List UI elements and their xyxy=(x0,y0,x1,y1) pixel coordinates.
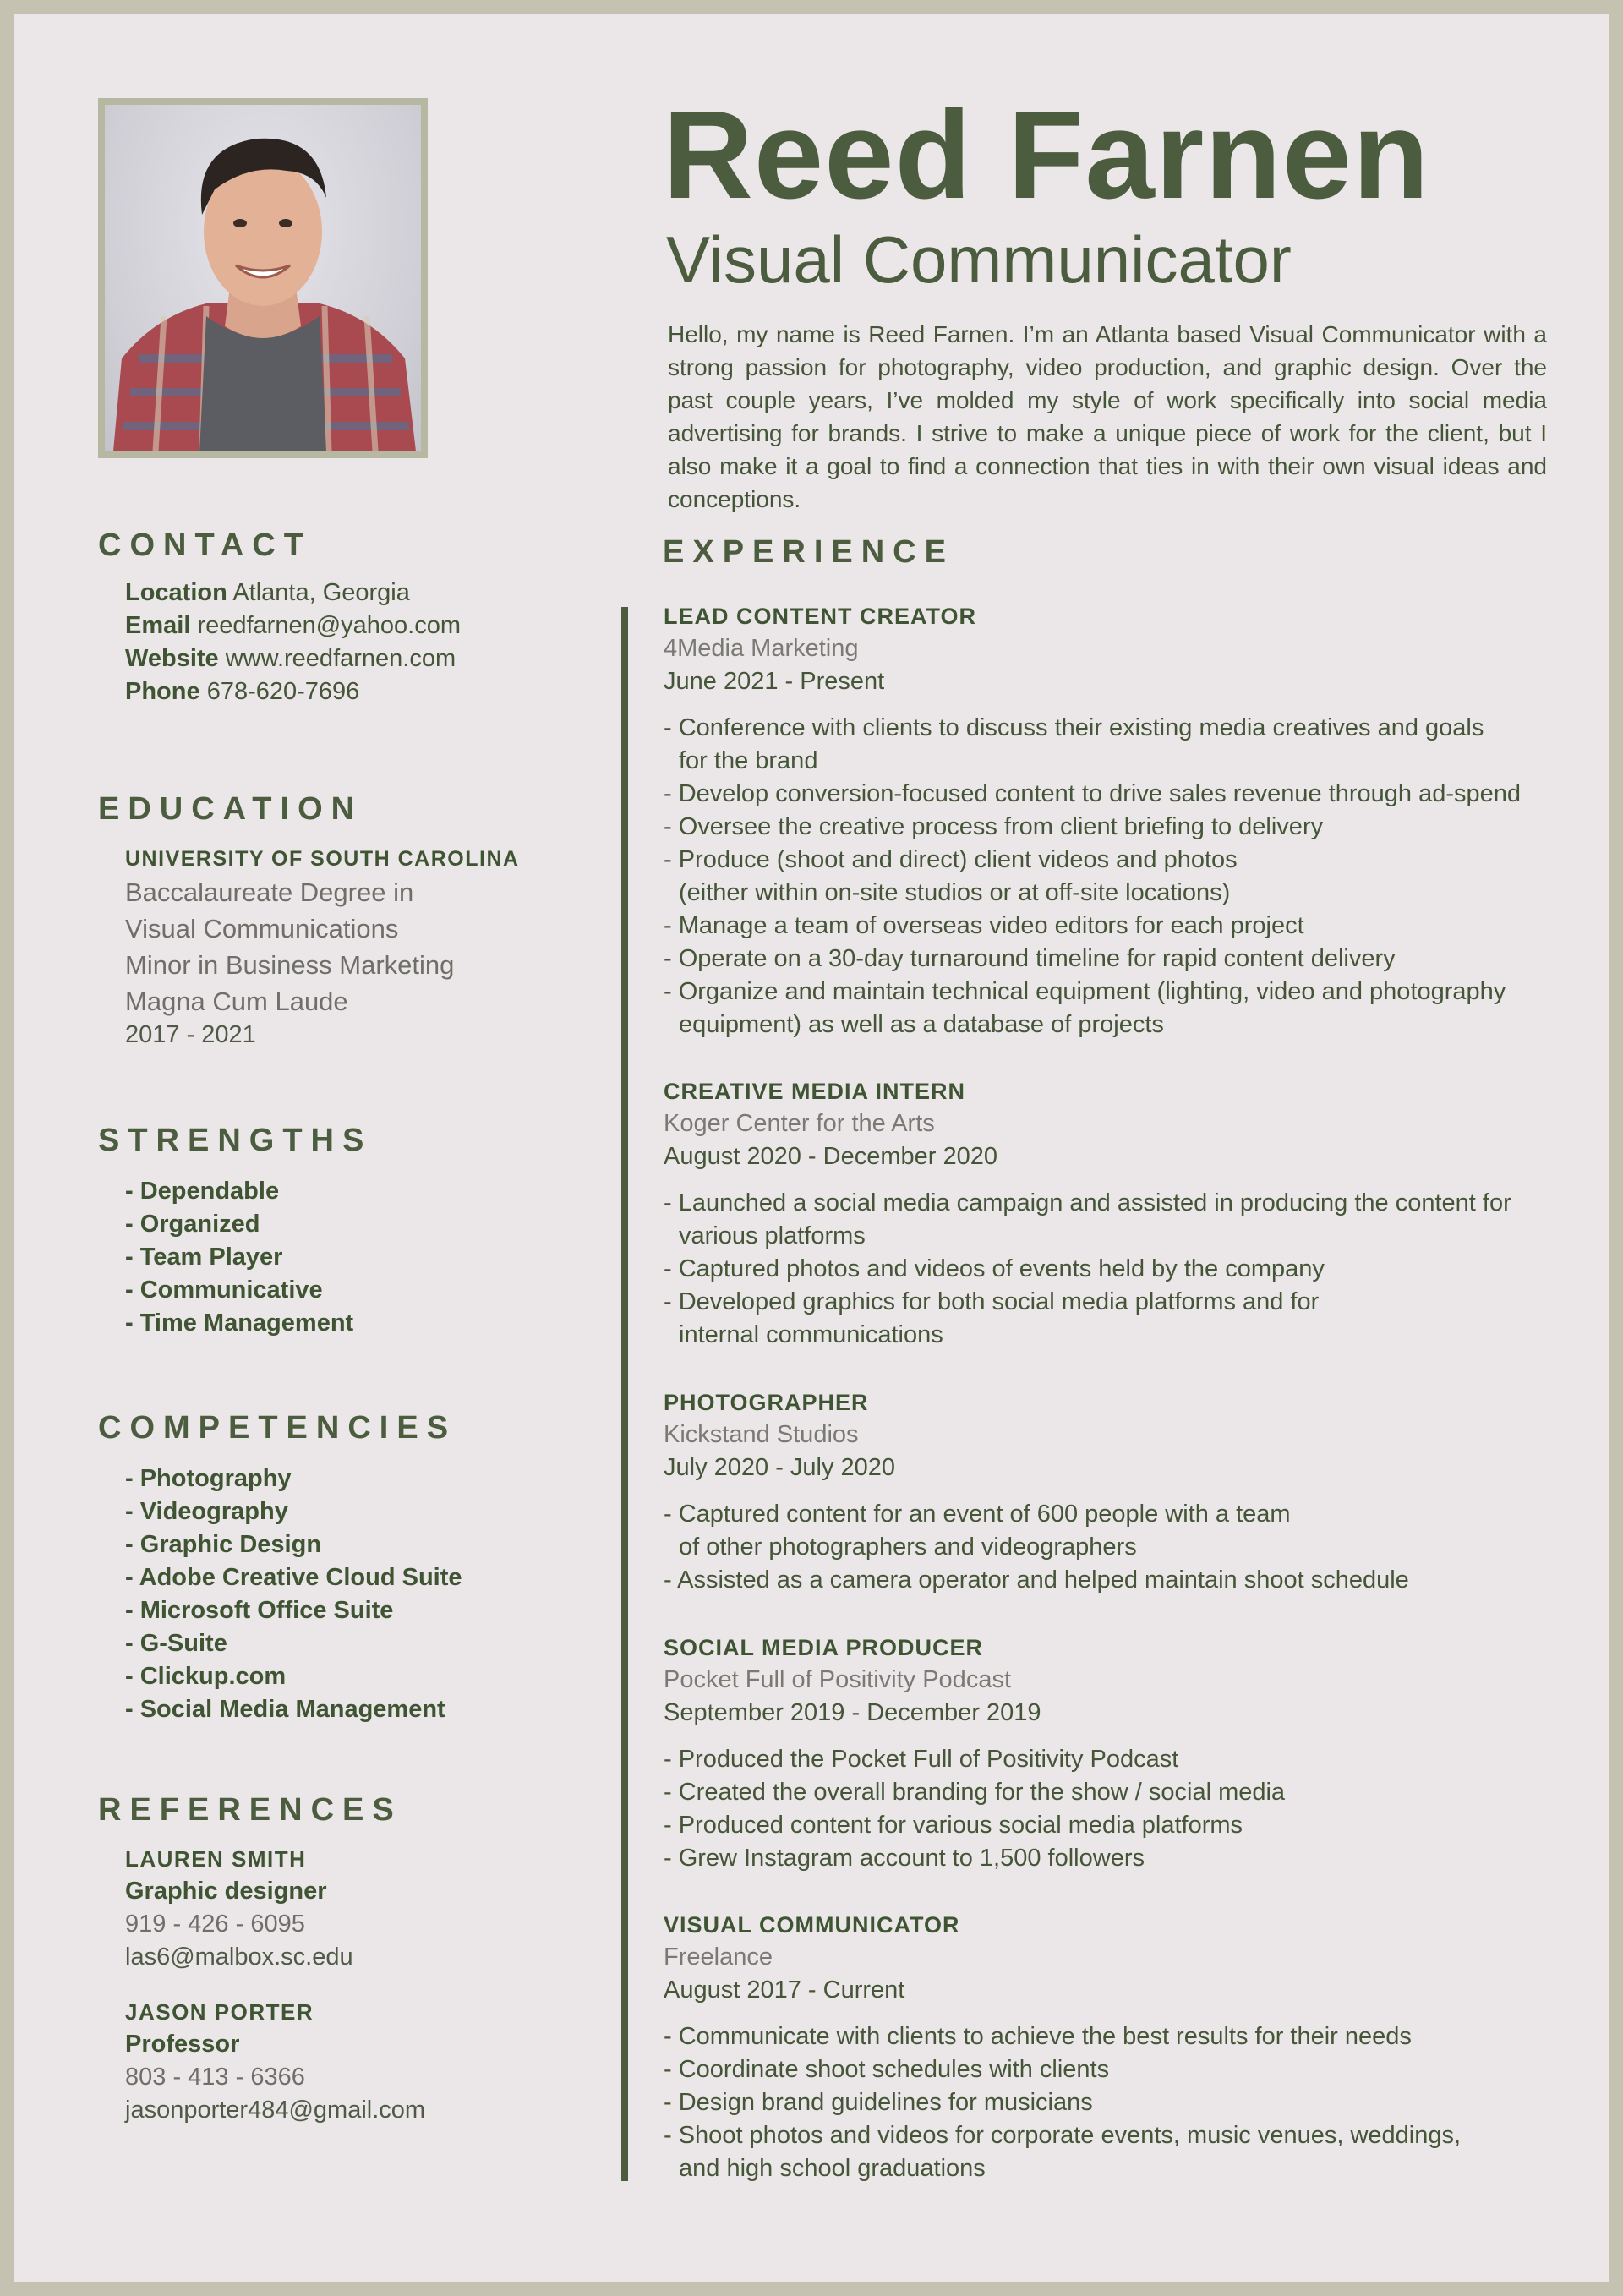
job-entry xyxy=(664,1632,1560,1875)
contact-location xyxy=(125,577,461,610)
education-block xyxy=(125,844,520,1051)
reference-email[interactable]: jasonporter484@gmail.com xyxy=(125,2096,426,2124)
job-dates: September 2019 - December 2019 xyxy=(664,1699,1041,1726)
job-bullet: - Develop conversion-focused content to drive sales revenue through ad-spend xyxy=(664,780,1521,807)
job-dates: June 2021 - Present xyxy=(664,668,885,695)
website-value[interactable]: www.reedfarnen.com xyxy=(225,645,456,672)
reference-name: JASON PORTER xyxy=(125,1999,314,2025)
email-label: Email xyxy=(125,612,191,639)
job-title: PHOTOGRAPHER xyxy=(664,1390,869,1415)
reference-email[interactable]: las6@malbox.sc.edu xyxy=(125,1943,353,1971)
job-bullet: - Launched a social media campaign and assisted in producing the content for xyxy=(664,1189,1511,1216)
education-line: Magna Cum Laude xyxy=(125,987,348,1016)
job-title: VISUAL COMMUNICATOR xyxy=(664,1912,960,1938)
job-title: CREATIVE MEDIA INTERN xyxy=(664,1079,966,1104)
job-bullet: - Created the overall branding for the show / social media xyxy=(664,1779,1286,1806)
job-bullet: - Operate on a 30-day turnaround timeline for rapid content delivery xyxy=(664,945,1396,972)
job-bullet: (either within on-site studios or at off-site locations) xyxy=(679,879,1231,906)
job-dates: August 2017 - Current xyxy=(664,1976,905,2004)
job-bullet: various platforms xyxy=(679,1222,866,1249)
job-entry xyxy=(664,1909,1560,2185)
portrait-illustration xyxy=(105,105,421,451)
job-bullet: - Produced the Pocket Full of Positivity Podcast xyxy=(664,1746,1179,1773)
job-bullet: - Produce (shoot and direct) client videos and photos xyxy=(664,846,1238,873)
job-bullet: - Manage a team of overseas video editors for each project xyxy=(664,912,1304,939)
job-bullet: - Shoot photos and videos for corporate events, music venues, weddings, xyxy=(664,2122,1462,2149)
job-bullet: - Assisted as a camera operator and helped maintain shoot schedule xyxy=(664,1566,1409,1594)
education-line: Visual Communications xyxy=(125,914,399,943)
reference-phone: 803 - 413 - 6366 xyxy=(125,2064,305,2091)
competency-item: - Graphic Design xyxy=(125,1531,322,1558)
reference-entry xyxy=(125,1843,425,1974)
job-bullet: and high school graduations xyxy=(679,2155,986,2182)
strength-item: - Communicative xyxy=(125,1276,323,1304)
contact-heading: CONTACT xyxy=(98,528,312,563)
job-bullets xyxy=(664,712,1560,1041)
competency-item: - Adobe Creative Cloud Suite xyxy=(125,1564,462,1591)
contact-block xyxy=(125,577,461,708)
job-company: Koger Center for the Arts xyxy=(664,1110,935,1137)
job-entry xyxy=(664,1075,1560,1352)
education-school: UNIVERSITY OF SOUTH CAROLINA xyxy=(125,847,520,871)
job-bullet: equipment) as well as a database of projects xyxy=(679,1011,1164,1038)
experience-heading: EXPERIENCE xyxy=(663,534,954,570)
job-dates: July 2020 - July 2020 xyxy=(664,1454,896,1481)
contact-website xyxy=(125,642,461,675)
website-label: Website xyxy=(125,645,219,672)
timeline-divider xyxy=(621,607,628,2181)
job-company: 4Media Marketing xyxy=(664,635,859,662)
email-value[interactable]: reedfarnen@yahoo.com xyxy=(197,612,462,639)
competency-item: - Microsoft Office Suite xyxy=(125,1597,394,1624)
job-bullet: - Captured content for an event of 600 people with a team xyxy=(664,1501,1291,1528)
phone-label: Phone xyxy=(125,678,200,705)
contact-phone xyxy=(125,675,461,708)
education-years: 2017 - 2021 xyxy=(125,1021,256,1048)
location-value: Atlanta, Georgia xyxy=(232,579,410,606)
job-bullet: - Oversee the creative process from client briefing to delivery xyxy=(664,813,1324,840)
job-bullets xyxy=(664,1743,1560,1875)
strength-item: - Time Management xyxy=(125,1309,354,1337)
job-bullet: internal communications xyxy=(679,1321,943,1348)
job-bullet: - Developed graphics for both social media platforms and for xyxy=(664,1288,1320,1315)
profile-photo xyxy=(105,105,421,451)
reference-role: Graphic designer xyxy=(125,1878,327,1905)
job-entry xyxy=(664,1386,1560,1597)
intro-paragraph: Hello, my name is Reed Farnen. I’m an Atlanta based Visual Communicator with a strong passion for photography, video production, and graphic design. Over the past couple years, I’ve molded my style of work specifically into social media advertising for brands. I strive to make a unique piece of work for the client, but I also make it a goal to find a connection that ties in with their own visual ideas and conceptions. xyxy=(668,321,1547,512)
competencies-list xyxy=(125,1462,462,1726)
education-line: Baccalaureate Degree in xyxy=(125,877,414,907)
reference-role: Professor xyxy=(125,2031,240,2058)
job-bullet: - Conference with clients to discuss their existing media creatives and goals xyxy=(664,714,1484,741)
job-bullet: - Coordinate shoot schedules with clients xyxy=(664,2056,1110,2083)
references-list xyxy=(125,1843,425,2127)
job-bullet: - Communicate with clients to achieve the best results for their needs xyxy=(664,2023,1412,2050)
job-bullets xyxy=(664,1498,1560,1597)
profile-photo-frame xyxy=(98,98,428,458)
job-dates: August 2020 - December 2020 xyxy=(664,1143,997,1170)
resume-page xyxy=(14,14,1609,2282)
strengths-heading: STRENGTHS xyxy=(98,1123,373,1158)
job-bullet: - Design brand guidelines for musicians xyxy=(664,2089,1093,2116)
job-company: Pocket Full of Positivity Podcast xyxy=(664,1666,1011,1693)
education-heading: EDUCATION xyxy=(98,791,363,827)
job-entry xyxy=(664,600,1560,1041)
job-company: Freelance xyxy=(664,1943,773,1971)
job-title: SOCIAL MEDIA PRODUCER xyxy=(664,1635,984,1660)
candidate-name: Reed Farnen xyxy=(663,85,1430,225)
competency-item: - G-Suite xyxy=(125,1630,227,1657)
competencies-heading: COMPETENCIES xyxy=(98,1410,457,1446)
job-company: Kickstand Studios xyxy=(664,1421,859,1448)
strengths-list xyxy=(125,1175,353,1340)
strength-item: - Organized xyxy=(125,1211,260,1238)
job-bullets xyxy=(664,2020,1560,2185)
job-bullet: - Captured photos and videos of events held by the company xyxy=(664,1255,1325,1282)
job-title: LEAD CONTENT CREATOR xyxy=(664,604,976,629)
job-bullet: - Produced content for various social media platforms xyxy=(664,1812,1243,1839)
references-heading: REFERENCES xyxy=(98,1792,402,1828)
phone-value: 678-620-7696 xyxy=(206,678,360,705)
job-bullet: - Grew Instagram account to 1,500 followers xyxy=(664,1845,1145,1872)
contact-email xyxy=(125,610,461,642)
reference-name: LAUREN SMITH xyxy=(125,1846,307,1872)
candidate-role: Visual Communicator xyxy=(666,222,1292,297)
competency-item: - Social Media Management xyxy=(125,1696,445,1723)
competency-item: - Videography xyxy=(125,1498,288,1525)
job-bullet: for the brand xyxy=(679,747,818,774)
reference-phone: 919 - 426 - 6095 xyxy=(125,1911,305,1938)
job-bullet: of other photographers and videographers xyxy=(679,1533,1137,1561)
competency-item: - Clickup.com xyxy=(125,1663,287,1690)
job-bullet: - Organize and maintain technical equipment (lighting, video and photography xyxy=(664,978,1506,1005)
competency-item: - Photography xyxy=(125,1465,292,1492)
strength-item: - Team Player xyxy=(125,1244,283,1271)
education-line: Minor in Business Marketing xyxy=(125,950,455,980)
job-bullets xyxy=(664,1187,1560,1352)
strength-item: - Dependable xyxy=(125,1178,280,1205)
reference-entry xyxy=(125,1996,425,2127)
location-label: Location xyxy=(125,579,227,606)
